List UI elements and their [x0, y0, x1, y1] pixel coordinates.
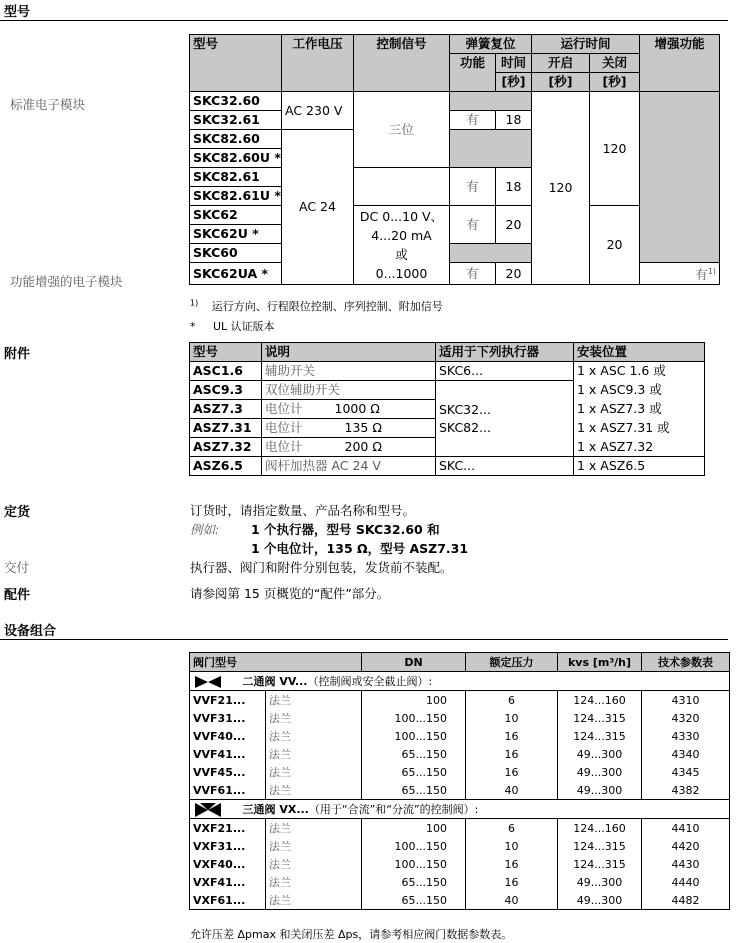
acc-mount: 1 x ASC 1.6 或 — [574, 362, 705, 381]
model-cell: SKC32.60 — [190, 92, 282, 111]
acc-desc: 电位计 135 Ω — [262, 419, 436, 438]
valve-kvs: 49...300 — [558, 745, 642, 763]
valve-model: VVF31... — [190, 709, 266, 727]
model-cell: SKC82.60 — [190, 130, 282, 149]
spring-yes: 有 — [450, 168, 496, 206]
col-time-unit: [秒] — [496, 73, 532, 92]
valve-flange: 法兰 — [266, 709, 362, 727]
footnote-2: * UL 认证版本 — [190, 320, 275, 333]
valve-model: VVF61... — [190, 781, 266, 800]
valve-model: VXF40... — [190, 855, 266, 873]
acc-col-applies: 适用于下列执行器 — [436, 343, 574, 362]
section-title-order: 定货 — [4, 505, 31, 520]
valve-datasheet: 4382 — [642, 781, 730, 800]
section-title-delivery: 交付 — [4, 560, 30, 575]
spring-yes: 有 — [450, 206, 496, 244]
two-way-header: 二通阀 VV...（控制阀或安全截止阀）: — [190, 672, 730, 691]
valve-model: VXF61... — [190, 891, 266, 910]
valve-pressure: 16 — [466, 763, 558, 781]
acc-mount: 1 x ASZ6.5 — [574, 457, 705, 476]
open-120: 120 — [532, 92, 590, 285]
valve-model: VXF41... — [190, 873, 266, 891]
accessories-table — [189, 342, 705, 476]
valve-dn: 100...150 — [362, 727, 466, 745]
acc-mount: 1 x ASZ7.3 或 — [574, 400, 705, 419]
types-table — [189, 34, 720, 285]
col-close-unit: [秒] — [590, 73, 640, 92]
valve-dn: 65...150 — [362, 763, 466, 781]
valve-dn: 100...150 — [362, 837, 466, 855]
acc-desc: 辅助开关 — [262, 362, 436, 381]
signal-3pos: 三位 — [354, 92, 450, 168]
close-20: 20 — [590, 206, 640, 285]
spring-yes: 有 — [450, 111, 496, 130]
label-enhanced-module: 功能增强的电子模块 — [10, 274, 123, 289]
valve-pressure: 16 — [466, 745, 558, 763]
section-title-accessories: 附件 — [4, 347, 31, 362]
valve-kvs: 49...300 — [558, 891, 642, 910]
order-example-2: 1 个电位计，135 Ω，型号 ASZ7.31 — [251, 541, 469, 556]
footnote-1: $^{1)}$ 运行方向、行程限位控制、序列控制、附加信号 — [190, 298, 443, 313]
acc-mount: 1 x ASZ7.32 — [574, 438, 705, 457]
valve-kvs: 49...300 — [558, 763, 642, 781]
model-cell: SKC62 — [190, 206, 282, 225]
model-cell: SKC82.61 — [190, 168, 282, 187]
combo-col-pressure: 额定压力 — [466, 653, 558, 672]
valve-datasheet: 4410 — [642, 819, 730, 838]
valve-flange: 法兰 — [266, 891, 362, 910]
spring-yes: 有 — [450, 263, 496, 285]
col-runtime: 运行时间 — [532, 35, 640, 54]
combo-col-dn: DN — [362, 653, 466, 672]
valve-datasheet: 4420 — [642, 837, 730, 855]
acc-model: ASZ6.5 — [190, 457, 262, 476]
divider — [0, 20, 728, 21]
two-way-valve-icon — [193, 675, 223, 689]
shade-cell — [450, 92, 532, 111]
valve-dn: 100 — [362, 691, 466, 710]
combo-col-datasheet: 技术参数表 — [642, 653, 730, 672]
valve-flange: 法兰 — [266, 873, 362, 891]
acc-col-mount: 安装位置 — [574, 343, 705, 362]
section-title-spare: 配件 — [4, 588, 31, 603]
valve-kvs: 49...300 — [558, 873, 642, 891]
order-example-1: 1 个执行器，型号 SKC32.60 和 — [251, 522, 440, 537]
acc-col-desc: 说明 — [262, 343, 436, 362]
acc-desc: 电位计 1000 Ω — [262, 400, 436, 419]
valve-flange: 法兰 — [266, 763, 362, 781]
close-120: 120 — [590, 92, 640, 206]
valve-datasheet: 4340 — [642, 745, 730, 763]
valve-combo-table — [189, 652, 730, 910]
col-voltage: 工作电压 — [282, 35, 354, 92]
valve-pressure: 16 — [466, 855, 558, 873]
order-text: 订货时，请指定数量、产品名称和型号。 — [190, 503, 416, 518]
combo-col-valve: 阀门型号 — [190, 653, 362, 672]
model-cell: SKC82.61U * — [190, 187, 282, 206]
model-cell: SKC62UA * — [190, 263, 282, 285]
valve-kvs: 124...315 — [558, 855, 642, 873]
valve-model: VXF31... — [190, 837, 266, 855]
valve-flange: 法兰 — [266, 855, 362, 873]
acc-col-model: 型号 — [190, 343, 262, 362]
valve-datasheet: 4310 — [642, 691, 730, 710]
acc-desc: 阀杆加热器 AC 24 V — [262, 457, 436, 476]
col-close: 关闭 — [590, 54, 640, 73]
valve-pressure: 40 — [466, 781, 558, 800]
acc-desc: 双位辅助开关 — [262, 381, 436, 400]
valve-datasheet: 4430 — [642, 855, 730, 873]
spring-time: 18 — [496, 111, 532, 130]
valve-pressure: 10 — [466, 837, 558, 855]
acc-desc: 电位计 200 Ω — [262, 438, 436, 457]
valve-flange: 法兰 — [266, 745, 362, 763]
valve-pressure: 6 — [466, 819, 558, 838]
valve-dn: 65...150 — [362, 781, 466, 800]
col-open: 开启 — [532, 54, 590, 73]
col-spring: 弹簧复位 — [450, 35, 532, 54]
acc-model: ASC1.6 — [190, 362, 262, 381]
blank-cell — [354, 168, 450, 206]
valve-datasheet: 4320 — [642, 709, 730, 727]
valve-kvs: 124...315 — [558, 727, 642, 745]
col-model: 型号 — [190, 35, 282, 92]
valve-dn: 100...150 — [362, 709, 466, 727]
voltage-230: AC 230 V — [282, 92, 354, 130]
three-way-header: 三通阀 VX...（用于“合流”和“分流”的控制阀）: — [190, 800, 730, 819]
valve-dn: 100 — [362, 819, 466, 838]
valve-dn: 100...150 — [362, 855, 466, 873]
col-function: 功能 — [450, 54, 496, 92]
valve-dn: 65...150 — [362, 873, 466, 891]
valve-datasheet: 4330 — [642, 727, 730, 745]
shade-cell — [450, 130, 532, 168]
divider — [0, 639, 728, 640]
valve-flange: 法兰 — [266, 727, 362, 745]
model-cell: SKC82.60U * — [190, 149, 282, 168]
col-open-unit: [秒] — [532, 73, 590, 92]
valve-dn: 65...150 — [362, 745, 466, 763]
enhanced-yes: 有$^{1)}$ — [640, 263, 720, 285]
signal-dc: DC 0...10 V、 4...20 mA 或 0...1000 — [354, 206, 450, 285]
acc-mount: 1 x ASC9.3 或 — [574, 381, 705, 400]
three-way-valve-icon — [193, 802, 223, 818]
valve-pressure: 6 — [466, 691, 558, 710]
bottom-note: 允许压差 Δpmax 和关闭压差 Δps，请参考相应阀门数据参数表。 — [190, 928, 513, 941]
section-title-combo: 设备组合 — [4, 624, 57, 639]
valve-datasheet: 4345 — [642, 763, 730, 781]
acc-model: ASC9.3 — [190, 381, 262, 400]
valve-pressure: 16 — [466, 873, 558, 891]
col-signal: 控制信号 — [354, 35, 450, 92]
valve-kvs: 124...315 — [558, 709, 642, 727]
valve-kvs: 124...160 — [558, 819, 642, 838]
model-cell: SKC62U * — [190, 225, 282, 244]
valve-kvs: 124...160 — [558, 691, 642, 710]
acc-applies: SKC6... — [436, 362, 574, 381]
valve-model: VXF21... — [190, 819, 266, 838]
combo-col-kvs: kvs [m³/h] — [558, 653, 642, 672]
col-time: 时间 — [496, 54, 532, 73]
valve-datasheet: 4440 — [642, 873, 730, 891]
valve-kvs: 124...315 — [558, 837, 642, 855]
acc-applies: SKC32... SKC82... — [436, 381, 574, 457]
valve-pressure: 10 — [466, 709, 558, 727]
valve-model: VVF40... — [190, 727, 266, 745]
acc-model: ASZ7.3 — [190, 400, 262, 419]
valve-model: VVF45... — [190, 763, 266, 781]
valve-flange: 法兰 — [266, 837, 362, 855]
acc-model: ASZ7.31 — [190, 419, 262, 438]
order-example-label: 例如: — [190, 522, 220, 537]
valve-model: VVF41... — [190, 745, 266, 763]
shade-cell — [450, 244, 532, 263]
section-title-types: 型号 — [4, 5, 31, 20]
valve-model: VVF21... — [190, 691, 266, 710]
valve-pressure: 16 — [466, 727, 558, 745]
spring-time: 20 — [496, 206, 532, 244]
spring-time: 20 — [496, 263, 532, 285]
model-cell: SKC60 — [190, 244, 282, 263]
valve-flange: 法兰 — [266, 691, 362, 710]
delivery-text: 执行器、阀门和附件分别包装，发货前不装配。 — [190, 560, 453, 575]
valve-dn: 65...150 — [362, 891, 466, 910]
valve-flange: 法兰 — [266, 819, 362, 838]
spare-text: 请参阅第 15 页概览的“配件”部分。 — [190, 586, 390, 601]
valve-flange: 法兰 — [266, 781, 362, 800]
acc-mount: 1 x ASZ7.31 或 — [574, 419, 705, 438]
voltage-24: AC 24 — [282, 130, 354, 285]
label-standard-module: 标准电子模块 — [10, 97, 86, 112]
valve-kvs: 49...300 — [558, 781, 642, 800]
col-enhanced: 增强功能 — [640, 35, 720, 92]
acc-applies: SKC... — [436, 457, 574, 476]
shade-cell — [640, 92, 720, 263]
acc-model: ASZ7.32 — [190, 438, 262, 457]
model-cell: SKC32.61 — [190, 111, 282, 130]
valve-datasheet: 4482 — [642, 891, 730, 910]
spring-time: 18 — [496, 168, 532, 206]
valve-pressure: 40 — [466, 891, 558, 910]
